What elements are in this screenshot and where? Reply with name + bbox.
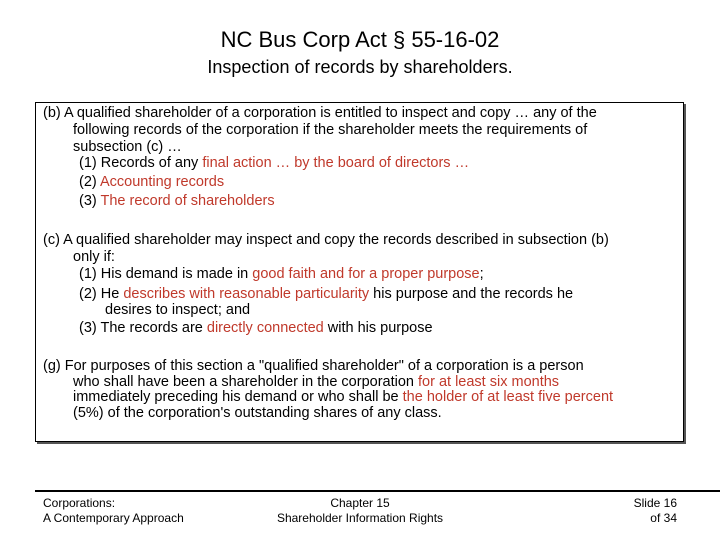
c-item-2-suffix: his purpose and the records he [369,286,574,302]
c-item-1-suffix: ; [479,266,484,282]
footer-chapter [250,496,470,526]
b-item-3-highlight: The record of shareholders [100,193,275,209]
c-item-1-highlight: good faith and for a proper purpose [252,266,480,282]
g-line-2-highlight: for at least six months [418,374,560,390]
footer-slide-line-2: of 34 [650,511,677,525]
b-item-1 [79,155,469,172]
b-line-3: subsection (c) … [73,139,182,155]
c-item-3-highlight: directly connected [206,320,324,336]
footer-slide-number [580,496,677,526]
c-item-1 [79,266,484,283]
b-item-3 [79,193,275,210]
g-line-2-prefix: who shall have been a shareholder in the corporation [73,374,419,390]
g-line-3 [73,389,613,406]
c-item-3-prefix: (3) The records are [79,320,207,336]
footer-divider [35,490,720,492]
b-item-3-prefix: (3) [79,193,101,209]
c-item-2-highlight: describes with reasonable particularity [123,286,370,302]
b-item-1-highlight: final action … by the board of directors … [202,155,470,171]
c-item-3-suffix: with his purpose [323,320,433,336]
g-line-4: (5%) of the corporation's outstanding shares of any class. [73,405,442,421]
b-item-2 [79,174,224,191]
b-line-2: following records of the corporation if the shareholder meets the requirements of [73,122,588,138]
b-line-1: (b) A qualified shareholder of a corporation is entitled to inspect and copy … any of the [43,105,597,121]
footer-book-title [43,496,184,526]
c-line-2: only if: [73,249,115,265]
footer-slide-line-1: Slide 16 [633,496,677,510]
footer-chapter-line-1: Chapter 15 [330,496,390,510]
slide-title: NC Bus Corp Act § 55-16-02 [220,27,500,52]
c-item-2-line-2: desires to inspect; and [105,302,251,318]
statute-text-box [35,102,684,442]
c-item-1-prefix: (1) His demand is made in [79,266,253,282]
b-item-1-prefix: (1) Records of any [79,155,203,171]
g-line-3-prefix: immediately preceding his demand or who shall be [73,389,403,405]
c-item-2-prefix: (2) He [79,286,124,302]
footer-book-line-2: A Contemporary Approach [43,511,184,525]
slide-subtitle: Inspection of records by shareholders. [207,57,513,77]
c-item-3 [79,320,433,337]
g-line-3-highlight: the holder of at least five percent [402,389,614,405]
b-item-2-prefix: (2) [79,174,100,190]
b-item-2-highlight: Accounting records [99,174,225,190]
c-item-2 [79,286,573,303]
c-line-1: (c) A qualified shareholder may inspect and copy the records described in subsection (b) [43,232,609,248]
footer-chapter-line-2: Shareholder Information Rights [276,511,444,525]
g-line-1: (g) For purposes of this section a "qualified shareholder" of a corporation is a person [43,358,584,374]
footer-book-line-1: Corporations: [43,496,116,510]
